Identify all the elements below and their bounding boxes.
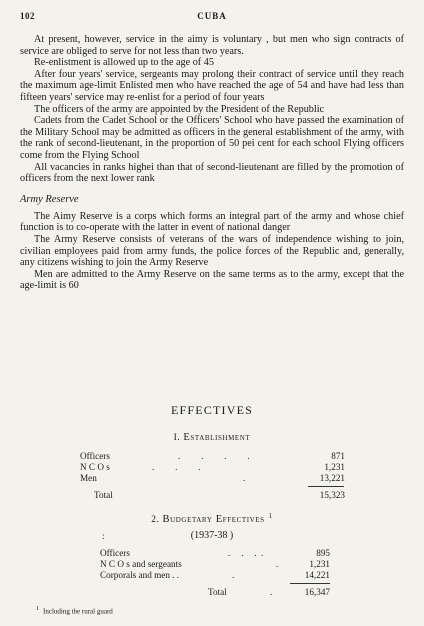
- row-label: N C O s: [80, 462, 110, 472]
- leader-dots: .: [276, 559, 280, 569]
- total-value: 16,347: [304, 587, 330, 597]
- paragraph: The Army Reserve consists of veterans of the wars of independence wishing to join, civilian employees paid from army funds, the police forces of the Republic and, generally, any citizens wishing to join the Army Reserve: [20, 233, 404, 269]
- paragraph: Re-enlistment is allowed up to the age of 45: [34, 57, 214, 69]
- fiscal-year: (1937-38 ): [190, 530, 234, 541]
- row-label: Officers: [80, 451, 110, 461]
- page-number: 102: [20, 11, 35, 21]
- row-value: 1,231: [309, 559, 330, 569]
- establishment-number: I.: [173, 433, 181, 443]
- row-value: 13,221: [319, 473, 345, 483]
- leader-dots: . . . .: [228, 548, 265, 558]
- page-header: [20, 11, 404, 25]
- total-value: 15,323: [319, 490, 345, 500]
- paragraph: All vacancies in ranks highei than that of second-lieutenant are filled by the promotion of officers from the next lower rank: [20, 161, 404, 185]
- paragraph: Men are admitted to the Army Reserve on the same terms as to the army, except that the age-limit is 60: [20, 268, 404, 292]
- footnote-mark: 1: [36, 606, 39, 612]
- footnote-text: Including the rural guard: [43, 607, 113, 616]
- row-label: Corporals and men . .: [100, 570, 180, 580]
- budgetary-title: Budgetary Effectives: [162, 514, 265, 526]
- row-value: 895: [316, 548, 330, 558]
- budgetary-heading: [0, 512, 424, 525]
- total-row: [94, 490, 345, 500]
- table-row: [80, 473, 345, 483]
- table-row: [100, 570, 330, 580]
- section-title: Army Reserve: [20, 193, 79, 205]
- running-title: CUBA: [197, 11, 227, 21]
- establishment-heading: [0, 432, 424, 443]
- effectives-title: EFFECTIVES: [170, 403, 253, 417]
- table-row: [100, 559, 330, 569]
- total-row: [208, 587, 330, 597]
- row-label: Men: [80, 473, 97, 483]
- table-row: [100, 548, 330, 558]
- main-text: [20, 34, 404, 292]
- paragraph: After four years' service, sergeants may prolong their contract of service until they reach the maximum age-limit Enlisted men who have reached the age of 54 and have had less than fifteen years' service may re-enlist for a period of four years: [20, 68, 404, 103]
- row-label: Officers: [100, 548, 130, 558]
- row-label: N C O s and sergeants: [100, 559, 182, 569]
- paragraph: Cadets from the Cadet School or the Officers' School who have passed the examination of the Military School may be admitted as officers in the general establishment of the army, with the rank of second-lieutenant, in the proportion of 50 pei cent for each school Flying officers come from the Flying School: [20, 115, 404, 161]
- leader-dots: .: [243, 473, 247, 483]
- total-rule: [290, 583, 330, 584]
- table-row: [80, 462, 345, 472]
- leader-dots: . . . .: [178, 451, 251, 461]
- total-label: Total: [208, 587, 227, 597]
- table-row: [80, 451, 345, 461]
- paragraph: The Aimy Reserve is a corps which forms an integral part of the army and whose chief function is to co-operate with the latter in event of national danger: [20, 210, 404, 234]
- leader-dots: .: [232, 570, 236, 580]
- budgetary-number: 2.: [151, 515, 160, 526]
- total-label: Total: [94, 490, 113, 500]
- establishment-title: Establishment: [183, 432, 251, 443]
- footnote: [36, 606, 113, 615]
- stray-colon: :: [102, 531, 105, 541]
- paragraph: The officers of the army are appointed by the President of the Republic: [34, 103, 325, 115]
- row-value: 14,221: [304, 570, 330, 580]
- leader-dots: . . .: [152, 462, 202, 472]
- total-rule: [308, 486, 344, 487]
- paragraph: At present, however, service in the aimy is voluntary , but men who sign contracts of service are obliged to serve for not less than two years.: [20, 34, 404, 57]
- row-value: 871: [331, 451, 345, 461]
- footnote-marker: 1: [268, 512, 273, 520]
- leader-dots: .: [270, 587, 274, 597]
- row-value: 1,231: [324, 462, 345, 472]
